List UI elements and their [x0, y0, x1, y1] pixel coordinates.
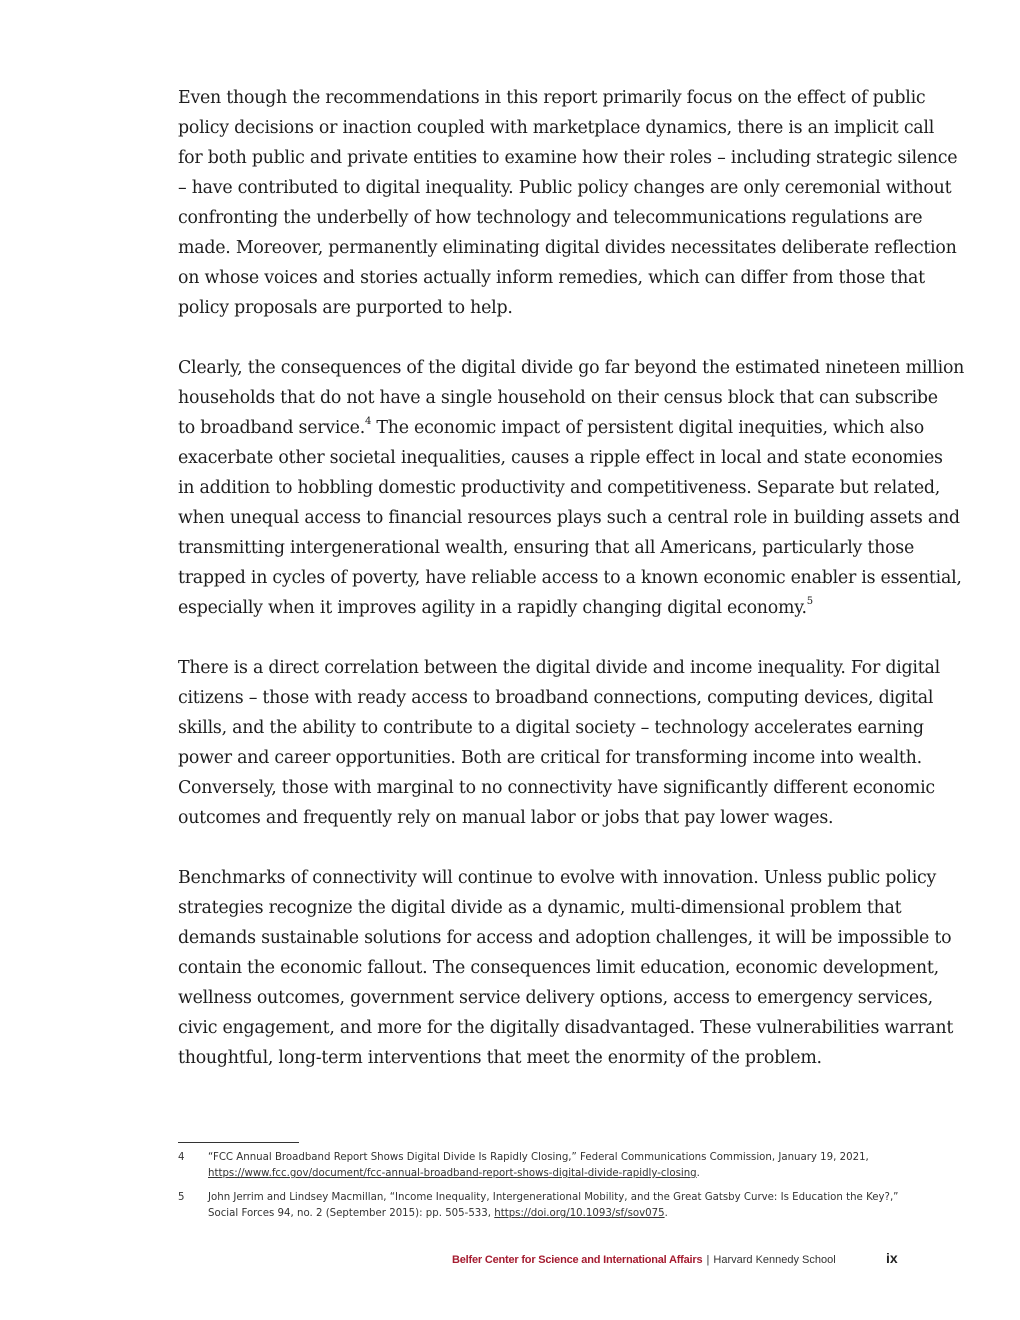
paragraph-line: confronting the underbelly of how technology and telecommunications regulations are	[178, 208, 923, 228]
paragraph-line: Conversely, those with marginal to no connectivity have significantly different economic	[178, 778, 935, 798]
footer-school: Harvard Kennedy School	[713, 1254, 836, 1266]
footnote-5	[178, 1190, 908, 1222]
paragraph-line: civic engagement, and more for the digitally disadvantaged. These vulnerabilities warrant	[178, 1018, 954, 1038]
paragraph-line: There is a direct correlation between the digital divide and income inequality. For digital	[178, 658, 940, 678]
paragraph-line: outcomes and frequently rely on manual labor or jobs that pay lower wages.	[178, 808, 834, 828]
paragraph-line: transmitting intergenerational wealth, ensuring that all Americans, particularly those	[178, 538, 915, 558]
footnote-divider	[178, 1142, 299, 1143]
paragraph-line: exacerbate other societal inequalities, causes a ripple effect in local and state economies	[178, 448, 943, 468]
paragraph-line: Even though the recommendations in this report primarily focus on the effect of public	[178, 88, 926, 108]
paragraph-line: for both public and private entities to examine how their roles – including strategic silence	[178, 148, 958, 168]
paragraph-line: trapped in cycles of poverty, have reliable access to a known economic enabler is essential,	[178, 568, 962, 588]
page-number: ix	[886, 1250, 898, 1266]
footnote-number: 4	[178, 1152, 185, 1163]
paragraph-line	[178, 413, 924, 443]
footnote-text: “FCC Annual Broadband Report Shows Digital Divide Is Rapidly Closing,” Federal Communications Commission, January 19, 2021,	[208, 1152, 869, 1163]
footnote-link[interactable]: https://doi.org/10.1093/sf/sov075	[494, 1208, 665, 1219]
footer-organization: Belfer Center for Science and International Affairs	[452, 1254, 703, 1266]
paragraph-line	[178, 593, 913, 623]
footnote-number: 5	[178, 1192, 185, 1203]
line-text: The economic impact of persistent digital inequities, which also	[371, 418, 924, 438]
paragraph-line: thoughtful, long-term interventions that meet the enormity of the problem.	[178, 1048, 822, 1068]
paragraph-2	[178, 353, 965, 623]
footnote-text: John Jerrim and Lindsey Macmillan, “Income Inequality, Intergenerational Mobility, and the Great Gatsby Curve: Is Education the Key?,” Social Forces 94, no. 2 (September 2015): pp. 505-533,	[208, 1192, 899, 1219]
paragraph-3	[178, 653, 940, 833]
paragraph-line: households that do not have a single household on their census block that can subscribe	[178, 388, 938, 408]
paragraph-line: in addition to hobbling domestic productivity and competitiveness. Separate but related,	[178, 478, 941, 498]
footnote-ref-4[interactable]: 4	[365, 416, 372, 428]
paragraph-line: wellness outcomes, government service delivery options, access to emergency services,	[178, 988, 933, 1008]
paragraph-line: – have contributed to digital inequality. Public policy changes are only ceremonial without	[178, 178, 952, 198]
paragraph-line: Benchmarks of connectivity will continue to evolve with innovation. Unless public policy	[178, 868, 937, 888]
paragraph-line: skills, and the ability to contribute to a digital society – technology accelerates earning	[178, 718, 924, 738]
line-text: to broadband service.	[178, 418, 365, 438]
paragraph-line: demands sustainable solutions for access and adoption challenges, it will be impossible to	[178, 928, 952, 948]
paragraph-line: when unequal access to financial resources plays such a central role in building assets and	[178, 508, 960, 528]
page-footer	[452, 1252, 836, 1268]
line-text: especially when it improves agility in a rapidly changing digital economy.	[178, 598, 807, 618]
paragraph-line: power and career opportunities. Both are critical for transforming income into wealth.	[178, 748, 922, 768]
footnote-trailing: .	[664, 1208, 668, 1219]
footnotes	[178, 1150, 908, 1230]
paragraph-4	[178, 863, 954, 1073]
paragraph-line: Clearly, the consequences of the digital divide go far beyond the estimated nineteen million	[178, 358, 965, 378]
paragraph-line: citizens – those with ready access to broadband connections, computing devices, digital	[178, 688, 934, 708]
footnote-link[interactable]: https://www.fcc.gov/document/fcc-annual-broadband-report-shows-digital-divide-rapidly-closing	[208, 1168, 697, 1179]
paragraph-line: made. Moreover, permanently eliminating digital divides necessitates deliberate reflection	[178, 238, 957, 258]
footnote-trailing: .	[696, 1168, 700, 1179]
footnote-4	[178, 1150, 908, 1182]
paragraph-line: on whose voices and stories actually inform remedies, which can differ from those that	[178, 268, 925, 288]
paragraph-line: contain the economic fallout. The consequences limit education, economic development,	[178, 958, 939, 978]
paragraph-1	[178, 83, 958, 323]
paragraph-line: policy decisions or inaction coupled with marketplace dynamics, there is an implicit call	[178, 118, 935, 138]
footnote-ref-5[interactable]: 5	[806, 596, 813, 608]
body-text	[178, 83, 965, 1103]
paragraph-line: policy proposals are purported to help.	[178, 298, 513, 318]
footer-separator: |	[706, 1254, 710, 1266]
paragraph-line: strategies recognize the digital divide as a dynamic, multi-dimensional problem that	[178, 898, 902, 918]
